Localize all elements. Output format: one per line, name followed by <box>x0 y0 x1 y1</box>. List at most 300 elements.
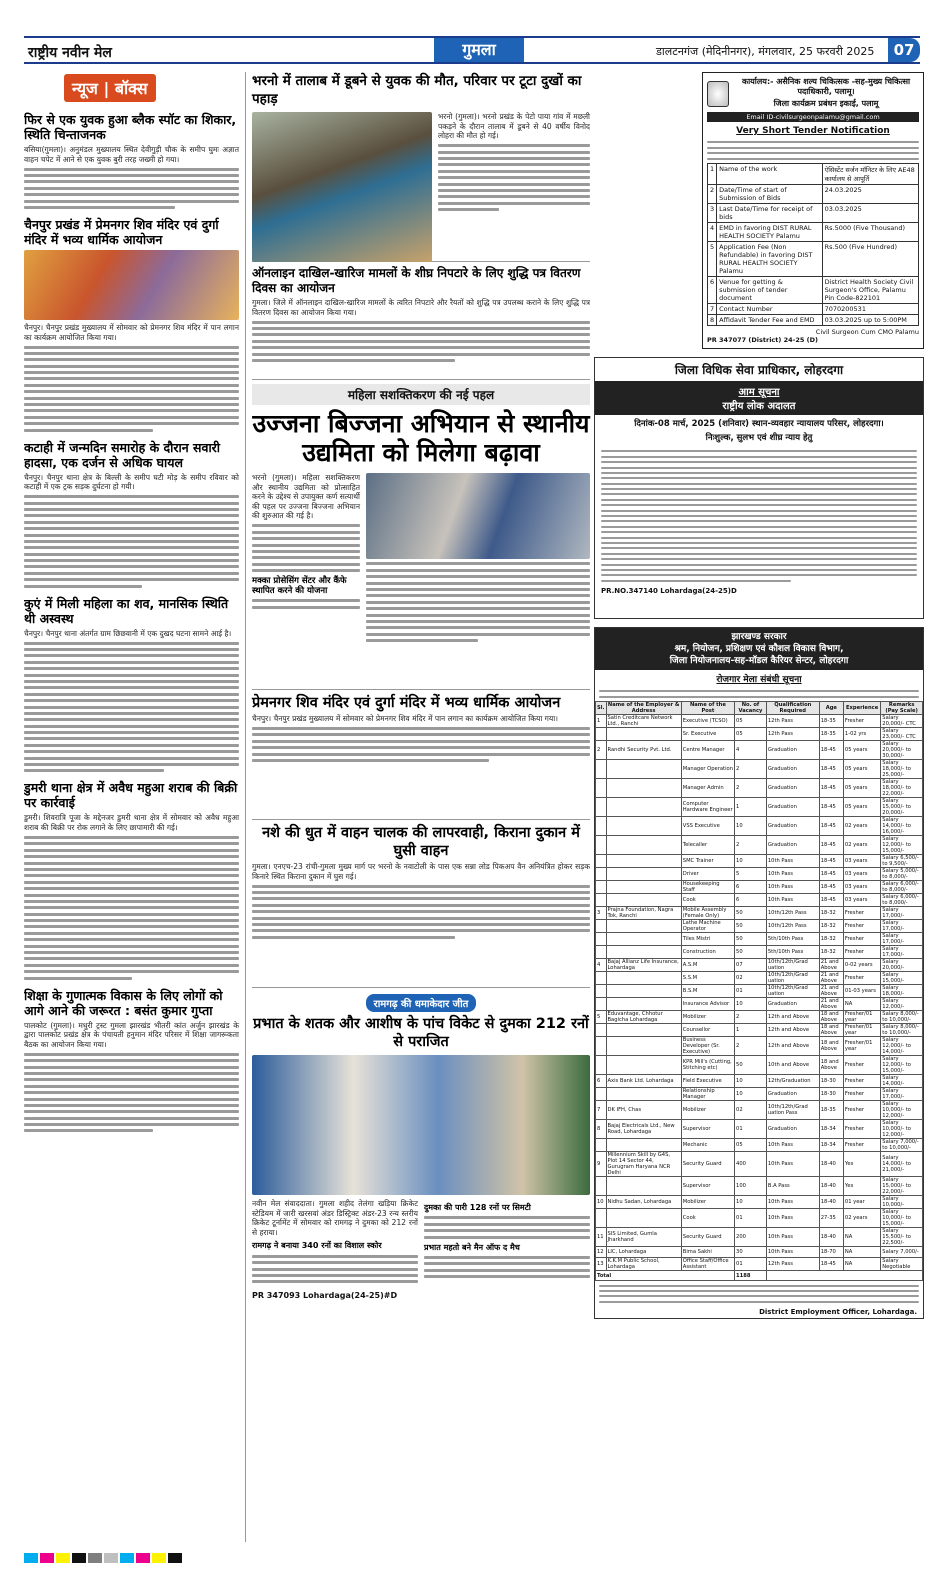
tender-row <box>708 222 919 241</box>
job-cell: 18-32 <box>819 946 843 959</box>
job-cell: Salary 15,000/- to 20,000/- <box>881 798 923 817</box>
legal-notice <box>594 357 924 619</box>
story-headline: चैनपुर प्रखंड में प्रेमनगर शिव मंदिर एवं दुर्गा मंदिर में भव्य धार्मिक आयोजन <box>24 216 219 247</box>
job-cell: 10 <box>735 1088 767 1101</box>
job-cell: Graduation <box>766 779 819 798</box>
job-cell <box>606 855 681 868</box>
job-cell: 01 <box>735 985 767 998</box>
job-cell <box>596 836 607 855</box>
job-cell: Axis Bank Ltd. Lohardaga <box>606 1075 681 1088</box>
job-row <box>596 868 923 881</box>
job-cell: Salary 10,000/- to 15,000/- <box>881 1209 923 1228</box>
job-cell: 12th Pass <box>766 728 819 741</box>
job-col-header: Remarks (Pay Scale) <box>881 702 923 715</box>
job-cell: 02 years <box>843 1209 880 1228</box>
job-cell <box>606 817 681 836</box>
job-cell: 18-30 <box>819 1075 843 1088</box>
job-cell: Fresher/01 year <box>843 1011 880 1024</box>
job-cell <box>596 881 607 894</box>
job-cell: Counsellor <box>681 1024 734 1037</box>
job-cell: NA <box>843 998 880 1011</box>
cricket-photo <box>252 1055 590 1195</box>
story-lead: बसिया(गुमला)। अनुमंडल मुख्यालय स्थित देवीगुड़ी चौक के समीप घुमः अज्ञात वाहन चपेट में आने से एक युवक बुरी तरह जख्मी हो गया। <box>24 145 239 164</box>
job-cell: Salary 17,000/- <box>881 907 923 920</box>
job-cell: Centre Manager <box>681 741 734 760</box>
job-cell: SMC Trainer <box>681 855 734 868</box>
second-story <box>252 266 590 380</box>
job-cell: 10th Pass <box>766 1247 819 1258</box>
job-cell: Prajna Foundation, Nagra Tok, Ranchi <box>606 907 681 920</box>
lead-subhead: मक्का प्रोसेसिंग सेंटर और कैंफे स्थापित करने की योजना <box>252 576 347 597</box>
job-cell: 10th Pass <box>766 1152 819 1177</box>
left-story-1 <box>24 112 239 209</box>
job-row <box>596 1228 923 1247</box>
story-lead: डुमरी। शिवरात्रि पूजा के मद्देनजर डुमरी थाना क्षेत्र में सोमवार को अवैध महुआ शराब की बिक्री पर रोक लगाने के लिए छापामारी की गई। <box>24 813 239 833</box>
job-cell: Salary 17,000/- <box>881 1088 923 1101</box>
job-cell: 01 <box>735 1120 767 1139</box>
job-cell <box>606 1088 681 1101</box>
job-cell: SIS Limited, Gumla Jharkhand <box>606 1228 681 1247</box>
tender-cell-particulars: EMD in favoring DIST RURAL HEALTH SOCIETY Palamu <box>717 222 822 241</box>
job-row <box>596 1024 923 1037</box>
job-cell <box>606 933 681 946</box>
job-cell: 18-32 <box>819 907 843 920</box>
job-col-header: No. of Vacancy <box>735 702 767 715</box>
job-cell: 10 <box>735 1196 767 1209</box>
job-cell: 0-02 years <box>843 959 880 972</box>
job-cell: 05 years <box>843 741 880 760</box>
job-dept: श्रम, नियोजन, प्रशिक्षण एवं कौशल विकास विभाग, <box>674 643 844 654</box>
job-cell: 02 <box>735 1101 767 1120</box>
job-cell: 18-40 <box>819 1228 843 1247</box>
tender-notice <box>702 72 924 349</box>
job-cell <box>606 1056 681 1075</box>
job-cell: Salary 12,000/- to 15,000/- <box>881 1056 923 1075</box>
job-row <box>596 728 923 741</box>
tender-cell-particulars: Contact Number <box>717 303 822 314</box>
job-row <box>596 907 923 920</box>
emblem-icon <box>707 81 729 107</box>
job-cell: 12th/Graduation <box>766 1075 819 1088</box>
job-cell <box>606 894 681 907</box>
job-cell: Fresher <box>843 946 880 959</box>
story-body <box>24 1053 239 1133</box>
job-cell: Graduation <box>766 836 819 855</box>
top-story <box>252 72 590 262</box>
job-cell: Millennium Skill by G4S, Plot 14 Sector 44, Gurugram Haryana NCR Delhi <box>606 1152 681 1177</box>
story-lead: चैनपुर। चैनपुर प्रखंड मुख्यालय में सोमवार को प्रेमनगर शिव मंदिर में पान लगान का कार्यक्रम आयोजित किया गया। <box>24 322 239 342</box>
job-cell: 18-35 <box>819 728 843 741</box>
job-cell: 6 <box>596 1075 607 1088</box>
job-cell: Executive (TCSO) <box>681 715 734 728</box>
job-cell: Lathe Machine Operator <box>681 920 734 933</box>
job-cell: A.S.M <box>681 959 734 972</box>
job-row <box>596 1139 923 1152</box>
job-cell: Salary 15,000/- to 22,000/- <box>881 1177 923 1196</box>
job-cell: Salary 20,000/- CTC <box>881 715 923 728</box>
job-cell: 50 <box>735 946 767 959</box>
job-cell: 18-45 <box>819 817 843 836</box>
story-body <box>366 562 590 642</box>
story-body <box>24 346 239 432</box>
job-notice <box>594 627 924 1319</box>
job-cell: 11 <box>596 1228 607 1247</box>
job-cell: Cook <box>681 1209 734 1228</box>
job-cell <box>596 855 607 868</box>
paper-name: राष्ट्रीय नवीन मेल <box>28 45 112 61</box>
job-cell: Construction <box>681 946 734 959</box>
job-row <box>596 946 923 959</box>
job-cell: Randhi Security Pvt. Ltd. <box>606 741 681 760</box>
job-cell: Fresher <box>843 1120 880 1139</box>
tender-cell-sl: 3 <box>708 203 717 222</box>
job-cell: Salary 15,000/- <box>881 972 923 985</box>
job-cell: 18-40 <box>819 1152 843 1177</box>
tender-cell-sl: 1 <box>708 163 717 184</box>
tender-cell-sl: 4 <box>708 222 717 241</box>
job-cell <box>606 920 681 933</box>
job-cell: 13 <box>596 1257 607 1270</box>
job-cell: 10th Pass <box>766 1209 819 1228</box>
tender-row <box>708 184 919 203</box>
legal-body <box>595 445 923 587</box>
left-story-6 <box>24 988 239 1133</box>
job-cell: Salary 10,000/- <box>881 1196 923 1209</box>
job-cell: Fresher <box>843 920 880 933</box>
tender-row <box>708 276 919 303</box>
job-row <box>596 760 923 779</box>
job-cell: Salary 14,000/- <box>881 1075 923 1088</box>
job-row <box>596 779 923 798</box>
tender-row <box>708 163 919 184</box>
story-body <box>252 321 590 362</box>
job-row <box>596 1247 923 1258</box>
job-cell: 100 <box>735 1177 767 1196</box>
job-cell: 50 <box>735 907 767 920</box>
tender-pr: PR 347077 (District) 24-25 (D) <box>707 335 819 344</box>
pr-number: PR 347093 Lohardaga(24-25)#D <box>252 1290 398 1300</box>
story-body <box>252 524 360 572</box>
job-cell: 03 years <box>843 868 880 881</box>
job-cell <box>596 798 607 817</box>
job-cell: Salary 6,000/- to 8,000/- <box>881 894 923 907</box>
job-cell: 2 <box>735 779 767 798</box>
job-cell: Graduation <box>766 1088 819 1101</box>
job-cell: 01 <box>735 1209 767 1228</box>
job-cell <box>606 779 681 798</box>
job-cell: 4 <box>735 741 767 760</box>
tender-body <box>707 141 919 159</box>
legal-title: जिला विधिक सेवा प्राधिकार, लोहरदगा <box>674 362 844 377</box>
job-cell: Tiles Mistri <box>681 933 734 946</box>
job-cell: 18-45 <box>819 868 843 881</box>
story-headline: भरनो में तालाब में डूबने से युवक की मौत, परिवार पर टूटा दुखों का पहाड़ <box>252 73 582 107</box>
tender-cell-details: 03.03.2025 up to 5:00PM <box>822 314 918 325</box>
job-cell <box>596 1139 607 1152</box>
job-cell: 2 <box>735 836 767 855</box>
middle-column <box>252 72 590 1300</box>
job-cell: Salary 8,000/- to 10,000/- <box>881 1011 923 1024</box>
job-cell: 07 <box>735 959 767 972</box>
job-row <box>596 798 923 817</box>
tender-title: Very Short Tender Notification <box>736 126 890 136</box>
job-cell: Graduation <box>766 817 819 836</box>
story-lead: भरनो (गुमला)। भरनो प्रखंड के पेटो पाया गांव में मछली पकड़ने के दौरान तालाब में डूबने से 40 वर्षीय विनोद लोहरा की मौत हो गई। <box>438 112 590 141</box>
temple-photo <box>24 250 239 320</box>
lead-headline: उज्जना बिज्जना अभियान से स्थानीय उद्यमिता को मिलेगा बढ़ावा <box>252 409 590 467</box>
job-cell <box>606 728 681 741</box>
job-signature: District Employment Officer, Lohardaga. <box>759 1308 917 1317</box>
job-cell: Salary 17,000/- <box>881 933 923 946</box>
dateline: डालटनगंज (मेदिनीनगर), मंगलवार, 25 फरवरी 2025 <box>656 45 875 58</box>
job-cell: 400 <box>735 1152 767 1177</box>
job-cell: 1-02 yrs <box>843 728 880 741</box>
job-cell <box>596 920 607 933</box>
job-cell: Salary 17,000/- <box>881 946 923 959</box>
left-story-3 <box>24 440 239 588</box>
job-cell <box>596 894 607 907</box>
job-cell: 10 <box>735 1075 767 1088</box>
job-col-header: Sl. <box>596 702 607 715</box>
job-cell: 6 <box>735 894 767 907</box>
job-title: रोजगार मेला संबंधी सूचना <box>716 674 802 685</box>
job-cell: 03 years <box>843 894 880 907</box>
job-cell: 12th and Above <box>766 1011 819 1024</box>
job-row <box>596 1088 923 1101</box>
sports-kicker: रामगढ़ की धमाकेदार जीत <box>366 994 477 1012</box>
tender-cell-sl: 2 <box>708 184 717 203</box>
tender-row <box>708 303 919 314</box>
job-cell: 02 years <box>843 817 880 836</box>
job-cell: 01 year <box>843 1196 880 1209</box>
job-cell: 2 <box>596 741 607 760</box>
story-headline: शिक्षा के गुणात्मक विकास के लिए लोगों को आगे आने की जरूरत : बसंत कुमार गुप्ता <box>24 987 223 1018</box>
job-cell: 18 and Above <box>819 1056 843 1075</box>
job-cell <box>596 946 607 959</box>
job-cell: 18-35 <box>819 1101 843 1120</box>
job-cell: 10th/12th/Grad uation <box>766 972 819 985</box>
job-row <box>596 1056 923 1075</box>
job-cell: Security Guard <box>681 1152 734 1177</box>
job-cell: S.S.M <box>681 972 734 985</box>
job-cell: 21 and Above <box>819 998 843 1011</box>
job-cell: Insurance Advisor <box>681 998 734 1011</box>
job-cell: 1 <box>735 798 767 817</box>
tender-cell-particulars: Last Date/Time for receipt of bids <box>717 203 822 222</box>
job-cell: 21 and Above <box>819 959 843 972</box>
job-row <box>596 1257 923 1270</box>
job-cell <box>596 760 607 779</box>
job-row <box>596 817 923 836</box>
job-cell: NA <box>843 1257 880 1270</box>
left-story-2 <box>24 217 239 432</box>
job-cell <box>596 985 607 998</box>
job-cell: 18-45 <box>819 798 843 817</box>
job-row <box>596 972 923 985</box>
job-cell: 10th Pass <box>766 855 819 868</box>
job-row <box>596 881 923 894</box>
job-cell <box>596 998 607 1011</box>
job-cell: Salary 18,000/- <box>881 985 923 998</box>
tender-cell-details: Rs.5000 (Five Thousand) <box>822 222 918 241</box>
job-cell: 18-40 <box>819 1177 843 1196</box>
job-cell: B.A Pass <box>766 1177 819 1196</box>
legal-band-title: आम सूचना <box>738 386 780 398</box>
job-cell <box>606 1177 681 1196</box>
job-col-header: Qualification Required <box>766 702 819 715</box>
story-body <box>252 885 590 939</box>
story-headline: ऑनलाइन दाखिल-खारिज मामलों के शीघ्र निपटारे के लिए शुद्धि पत्र वितरण दिवस का आयोजन <box>252 266 581 295</box>
job-row <box>596 894 923 907</box>
job-cell: Mobilizer <box>681 1196 734 1209</box>
job-cell: 12th and Above <box>766 1024 819 1037</box>
job-cell <box>596 728 607 741</box>
job-cell: Business Developer (Sr. Executive) <box>681 1037 734 1056</box>
job-cell: 05 <box>735 728 767 741</box>
job-header <box>595 628 923 670</box>
job-cell <box>596 817 607 836</box>
job-cell: Yes <box>843 1152 880 1177</box>
job-cell: 200 <box>735 1228 767 1247</box>
job-cell: 6 <box>735 881 767 894</box>
tender-row <box>708 241 919 276</box>
job-cell: 30 <box>735 1247 767 1258</box>
job-cell: 7 <box>596 1101 607 1120</box>
job-cell: 03 years <box>843 881 880 894</box>
job-cell <box>606 946 681 959</box>
job-cell: Housekeeping Staff <box>681 881 734 894</box>
job-cell: 12th and Above <box>766 1037 819 1056</box>
legal-pr: PR.NO.347140 Lohardaga(24-25)D <box>601 587 737 596</box>
job-cell: 8 <box>596 1120 607 1139</box>
job-cell: Salary 10,000/- to 12,000/- <box>881 1101 923 1120</box>
right-column <box>594 72 924 1319</box>
job-cell: Manager Admin <box>681 779 734 798</box>
job-cell: 5th/10th Pass <box>766 933 819 946</box>
job-office: जिला नियोजनालय-सह-मॉडल कैरियर सेन्टर, लोहरदगा <box>669 655 849 666</box>
job-cell: Salary 15,500/- to 22,500/- <box>881 1228 923 1247</box>
job-cell: Fresher/01 year <box>843 1024 880 1037</box>
job-cell <box>596 1024 607 1037</box>
tender-cell-details: 7070200531 <box>822 303 918 314</box>
job-row <box>596 715 923 728</box>
job-row <box>596 920 923 933</box>
job-col-header: Age <box>819 702 843 715</box>
job-row <box>596 1196 923 1209</box>
tender-table <box>707 163 919 326</box>
job-cell: 5 <box>596 1011 607 1024</box>
job-cell <box>606 972 681 985</box>
job-cell: Graduation <box>766 741 819 760</box>
job-cell: Salary 8,000/- to 10,000/- <box>881 1024 923 1037</box>
tender-cell-sl: 5 <box>708 241 717 276</box>
job-cell: 10 <box>596 1196 607 1209</box>
tender-cell-particulars: Date/Time of start of Submission of Bids <box>717 184 822 203</box>
story-body <box>252 1255 418 1284</box>
legal-band <box>595 381 923 415</box>
job-cell: Fresher <box>843 972 880 985</box>
job-cell <box>606 1024 681 1037</box>
job-cell: Graduation <box>766 760 819 779</box>
job-cell: 50 <box>735 933 767 946</box>
job-cell: 5 <box>735 868 767 881</box>
story-headline: प्रेमनगर शिव मंदिर एवं दुर्गा मंदिर में भव्य धार्मिक आयोजन <box>252 695 561 711</box>
job-cell: 03 years <box>843 855 880 868</box>
job-cell <box>606 836 681 855</box>
left-story-5 <box>24 780 239 979</box>
job-cell: Fresher/01 year <box>843 1037 880 1056</box>
job-row <box>596 855 923 868</box>
job-cell: 18-45 <box>819 894 843 907</box>
job-cell: Eduvantage, Chhotur Bagicha Lohardaga <box>606 1011 681 1024</box>
kicker: महिला सशक्तिकरण की नई पहल <box>252 384 590 405</box>
legal-slogan: निःशुल्क, सुलभ एवं शीघ्र न्याय हेतु <box>705 432 813 443</box>
job-cell: 18-45 <box>819 855 843 868</box>
meeting-photo <box>366 473 590 559</box>
job-cell: 18 and Above <box>819 1011 843 1024</box>
job-table-header <box>596 702 923 715</box>
job-cell: Fresher <box>843 1088 880 1101</box>
job-cell <box>606 760 681 779</box>
left-story-4 <box>24 596 239 773</box>
job-cell: 18-70 <box>819 1247 843 1258</box>
job-cell: Salary 6,000/- to 8,000/- <box>881 881 923 894</box>
job-col-header: Name of the Post <box>681 702 734 715</box>
temple-story <box>252 694 590 820</box>
job-cell: Salary 20,000/- to 30,000/- <box>881 741 923 760</box>
tender-cell-details: 03.03.2025 <box>822 203 918 222</box>
job-cell: Mobilizer <box>681 1101 734 1120</box>
job-cell <box>606 1037 681 1056</box>
job-cell: 2 <box>735 1011 767 1024</box>
job-cell: 10th/12th/Grad uation Pass <box>766 1101 819 1120</box>
story-headline: नशे की धुत में वाहन चालक की लापरवाही, किराना दुकान में घुसी वाहन <box>262 825 580 859</box>
sports-subhead-3: प्रभात महतो बने मैन ऑफ द मैच <box>424 1242 520 1252</box>
job-cell: 10th Pass <box>766 1196 819 1209</box>
job-cell <box>596 1088 607 1101</box>
job-cell: 21 and Above <box>819 985 843 998</box>
job-cell: 18-32 <box>819 933 843 946</box>
job-cell: K.K.M Public School, Lohardaga <box>606 1257 681 1270</box>
job-cell: Salary 20,000/- <box>881 959 923 972</box>
job-cell <box>596 972 607 985</box>
tender-cell-particulars: Name of the work <box>717 163 822 184</box>
job-cell: LIC, Lohardaga <box>606 1247 681 1258</box>
story-headline: कुएं में मिली महिला का शव, मानसिक स्थिति थी अस्वस्थ <box>24 595 229 626</box>
job-cell: 18-45 <box>819 881 843 894</box>
tender-row <box>708 203 919 222</box>
job-cell: 05 years <box>843 760 880 779</box>
job-cell: 18-45 <box>819 836 843 855</box>
job-row <box>596 1037 923 1056</box>
job-cell: Mobile Assembly (Female Only) <box>681 907 734 920</box>
job-cell: Fresher <box>843 715 880 728</box>
job-cell: Salary 12,000/- to 14,000/- <box>881 1037 923 1056</box>
story-headline: फिर से एक युवक हुआ ब्लैक स्पॉट का शिकार, स्थिति चिन्ताजनक <box>24 112 237 142</box>
tender-cell-details: District Health Society Civil Surgeon's Office, Palamu Pin Code-822101 <box>822 276 918 303</box>
job-cell: 01-03 years <box>843 985 880 998</box>
job-cell: 50 <box>735 1056 767 1075</box>
job-cell: Fresher <box>843 907 880 920</box>
job-cell <box>596 779 607 798</box>
job-cell: Telecaller <box>681 836 734 855</box>
job-row <box>596 1101 923 1120</box>
job-cell: Supervisor <box>681 1177 734 1196</box>
job-cell <box>596 868 607 881</box>
job-cell <box>606 1209 681 1228</box>
job-cell: 18 and Above <box>819 1037 843 1056</box>
job-row <box>596 933 923 946</box>
